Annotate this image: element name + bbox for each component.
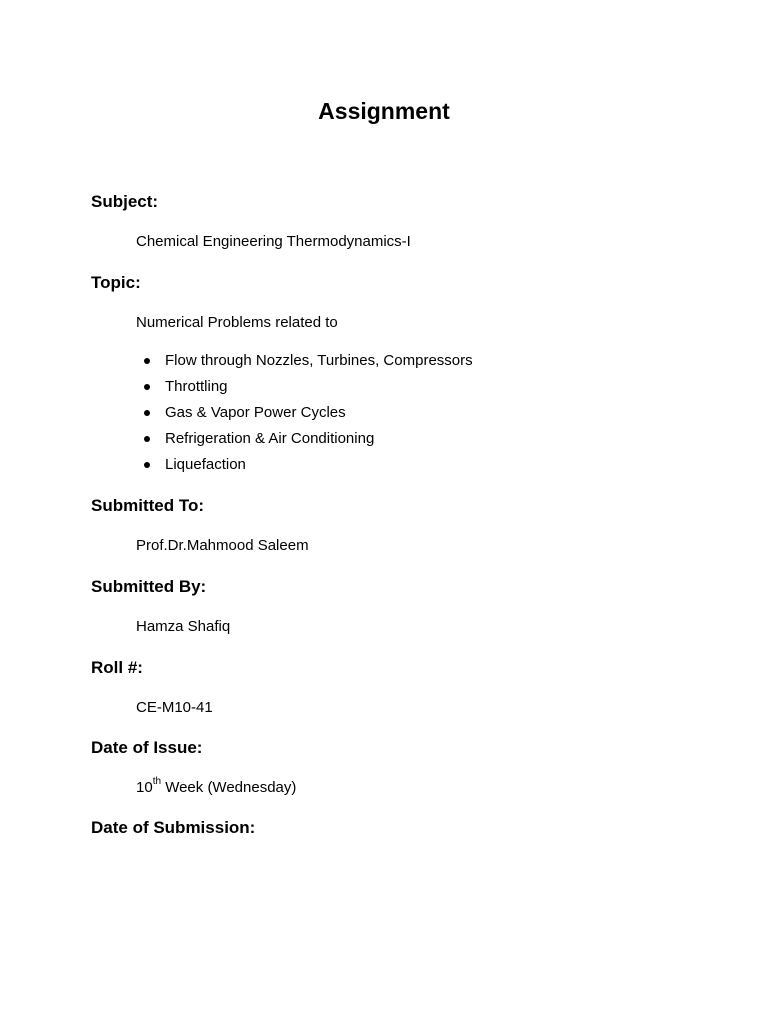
bullet-icon	[144, 436, 150, 442]
submitted-by-heading: Submitted By:	[91, 577, 207, 596]
subject-heading: Subject:	[91, 192, 159, 211]
date-of-issue-heading: Date of Issue:	[91, 738, 203, 757]
list-item-text: Gas & Vapor Power Cycles	[165, 404, 346, 421]
date-of-issue-number: 10	[136, 779, 153, 796]
page-title: Assignment	[318, 98, 450, 124]
date-of-submission-heading: Date of Submission:	[91, 818, 256, 837]
list-item-text: Throttling	[165, 378, 228, 395]
submitted-to-value: Prof.Dr.Mahmood Saleem	[136, 537, 309, 554]
bullet-icon	[144, 384, 150, 390]
subject-value: Chemical Engineering Thermodynamics-I	[136, 233, 411, 250]
roll-heading: Roll #:	[91, 658, 143, 677]
date-of-issue-rest: Week (Wednesday)	[161, 779, 297, 796]
topic-heading: Topic:	[91, 273, 141, 292]
list-item-text: Flow through Nozzles, Turbines, Compressors	[165, 352, 473, 369]
submitted-by-value: Hamza Shafiq	[136, 618, 231, 635]
date-of-issue-value	[136, 778, 296, 798]
date-of-issue-superscript: th	[152, 776, 162, 787]
bullet-icon	[144, 358, 150, 364]
list-item-text: Refrigeration & Air Conditioning	[165, 430, 375, 447]
list-item-text: Liquefaction	[165, 456, 246, 473]
bullet-icon	[144, 410, 150, 416]
topic-intro: Numerical Problems related to	[136, 314, 338, 331]
submitted-to-heading: Submitted To:	[91, 496, 204, 515]
roll-value: CE-M10-41	[136, 699, 213, 716]
bullet-icon	[144, 462, 150, 468]
